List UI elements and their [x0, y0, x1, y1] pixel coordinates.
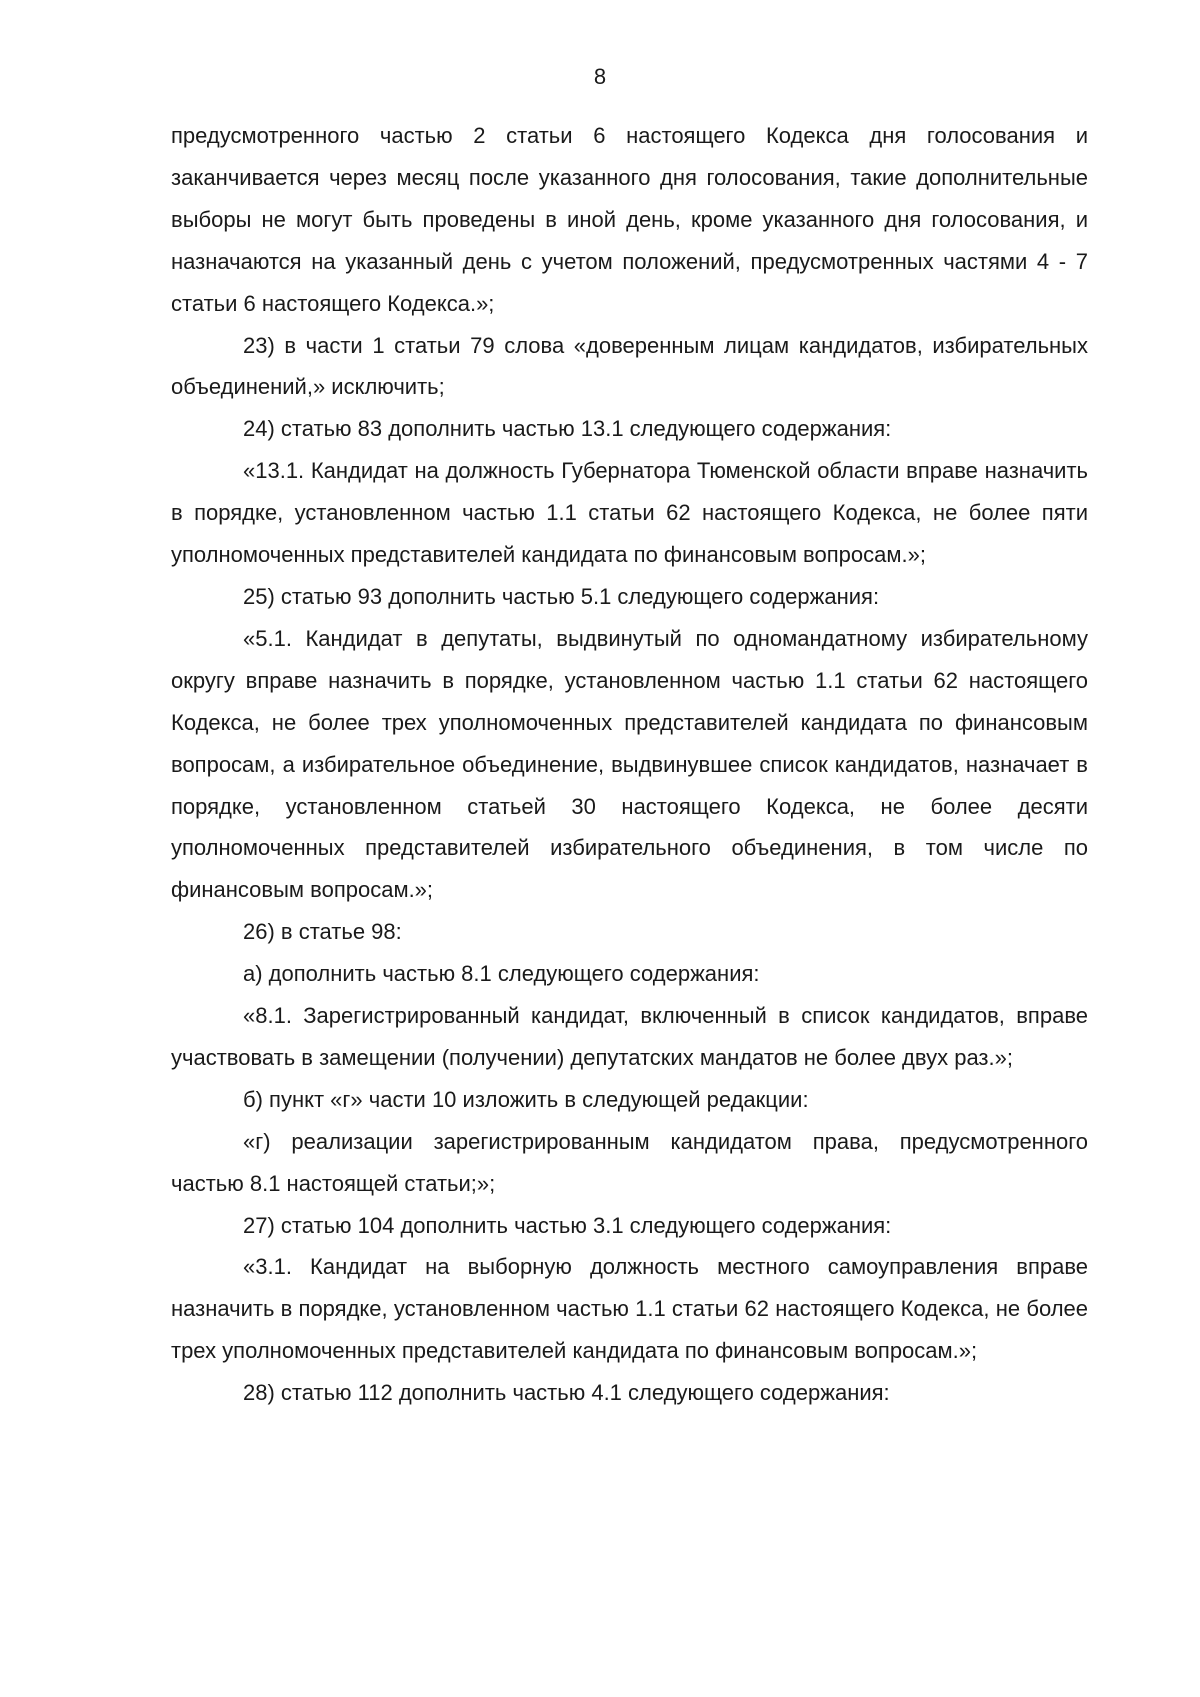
paragraph-quote-5-1: «5.1. Кандидат в депутаты, выдвинутый по одномандатному избирательному округу вправе назначить в порядке, установленном частью 1.1 статьи 62 настоящего Кодекса, не более трех уполномоченных представителей кандидата по финансовым вопросам, а избирательное объединение, выдвинувшее список кандидатов, назначает в порядке, установленном статьей 30 настоящего Кодекса, не более десяти уполномоченных представителей избирательного объединения, в том числе по финансовым вопросам.»; — [171, 625, 1088, 903]
paragraph-quote-13-1: «13.1. Кандидат на должность Губернатора Тюменской области вправе назначить в порядке, установленном частью 1.1 статьи 62 настоящего Кодекса, не более пяти уполномоченных представителей кандидата по финансовым вопросам.»; — [171, 458, 1088, 568]
paragraph-quote-8-1: «8.1. Зарегистрированный кандидат, включенный в список кандидатов, вправе участвовать в замещении (получении) депутатских мандатов не более двух раз.»; — [171, 1003, 1088, 1070]
paragraph-continuation: предусмотренного частью 2 статьи 6 настоящего Кодекса дня голосования и заканчивается через месяц после указанного дня голосования, такие дополнительные выборы не могут быть проведены в иной день, кроме указанного дня голосования, и назначаются на указанный день с учетом положений, предусмотренных частями 4 - 7 статьи 6 настоящего Кодекса.»; — [171, 123, 1088, 316]
paragraph-item-27: 27) статью 104 дополнить частью 3.1 следующего содержания: — [243, 1212, 892, 1238]
document-body — [171, 115, 1088, 1414]
paragraph-subitem-b: б) пункт «г» части 10 изложить в следующей редакции: — [243, 1086, 809, 1112]
paragraph-quote-g: «г) реализации зарегистрированным кандидатом права, предусмотренного частью 8.1 настоящей статьи;»; — [171, 1128, 1088, 1196]
paragraph-item-23: 23) в части 1 статьи 79 слова «доверенным лицам кандидатов, избирательных объединений,» исключить; — [171, 332, 1088, 400]
paragraph-item-26: 26) в статье 98: — [243, 919, 402, 945]
paragraph-quote-3-1: «3.1. Кандидат на выборную должность местного самоуправления вправе назначить в порядке, установленном частью 1.1 статьи 62 настоящего Кодекса, не более трех уполномоченных представителей кандидата по финансовым вопросам.»; — [171, 1254, 1088, 1364]
paragraph-item-24: 24) статью 83 дополнить частью 13.1 следующего содержания: — [243, 416, 892, 442]
paragraph-item-28: 28) статью 112 дополнить частью 4.1 следующего содержания: — [243, 1380, 890, 1406]
page-number: 8 — [593, 64, 607, 89]
paragraph-subitem-a: а) дополнить частью 8.1 следующего содержания: — [243, 961, 760, 987]
paragraph-item-25: 25) статью 93 дополнить частью 5.1 следующего содержания: — [243, 583, 880, 609]
